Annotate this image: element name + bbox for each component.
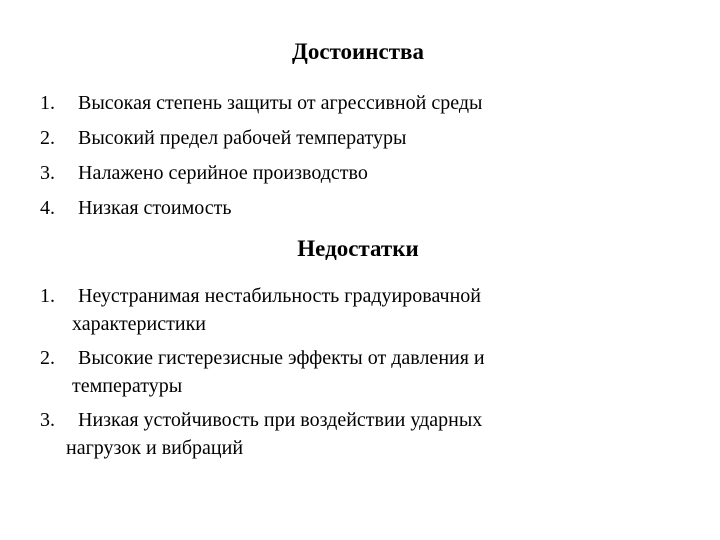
item-text-line1: Низкая устойчивость при воздействии ударных	[78, 409, 483, 431]
advantages-list	[0, 86, 720, 226]
item-text-line2: характеристики	[72, 313, 207, 335]
list-item	[0, 86, 720, 121]
item-text-line1: Неустранимая нестабильность градуировачной	[78, 285, 481, 307]
item-number: 2.	[40, 127, 55, 149]
item-text: Низкая стоимость	[78, 197, 232, 219]
list-item	[0, 191, 720, 226]
item-number: 1.	[40, 92, 55, 114]
list-item	[0, 121, 720, 156]
list-item	[0, 156, 720, 191]
item-text: Высокий предел рабочей температуры	[78, 127, 407, 149]
item-number: 1.	[40, 285, 55, 307]
item-text-line1: Высокие гистерезисные эффекты от давления и	[78, 347, 485, 369]
item-number: 2.	[40, 347, 55, 369]
item-number: 3.	[40, 409, 55, 431]
item-number: 3.	[40, 162, 55, 184]
advantages-title: Достоинства	[292, 39, 424, 64]
item-text: Высокая степень защиты от агрессивной среды	[78, 92, 483, 114]
disadvantages-title: Недостатки	[297, 236, 419, 261]
item-text-line2: нагрузок и вибраций	[66, 437, 244, 459]
item-number: 4.	[40, 197, 55, 219]
item-text-line2: температуры	[72, 375, 183, 397]
item-text: Налажено серийное производство	[78, 162, 368, 184]
